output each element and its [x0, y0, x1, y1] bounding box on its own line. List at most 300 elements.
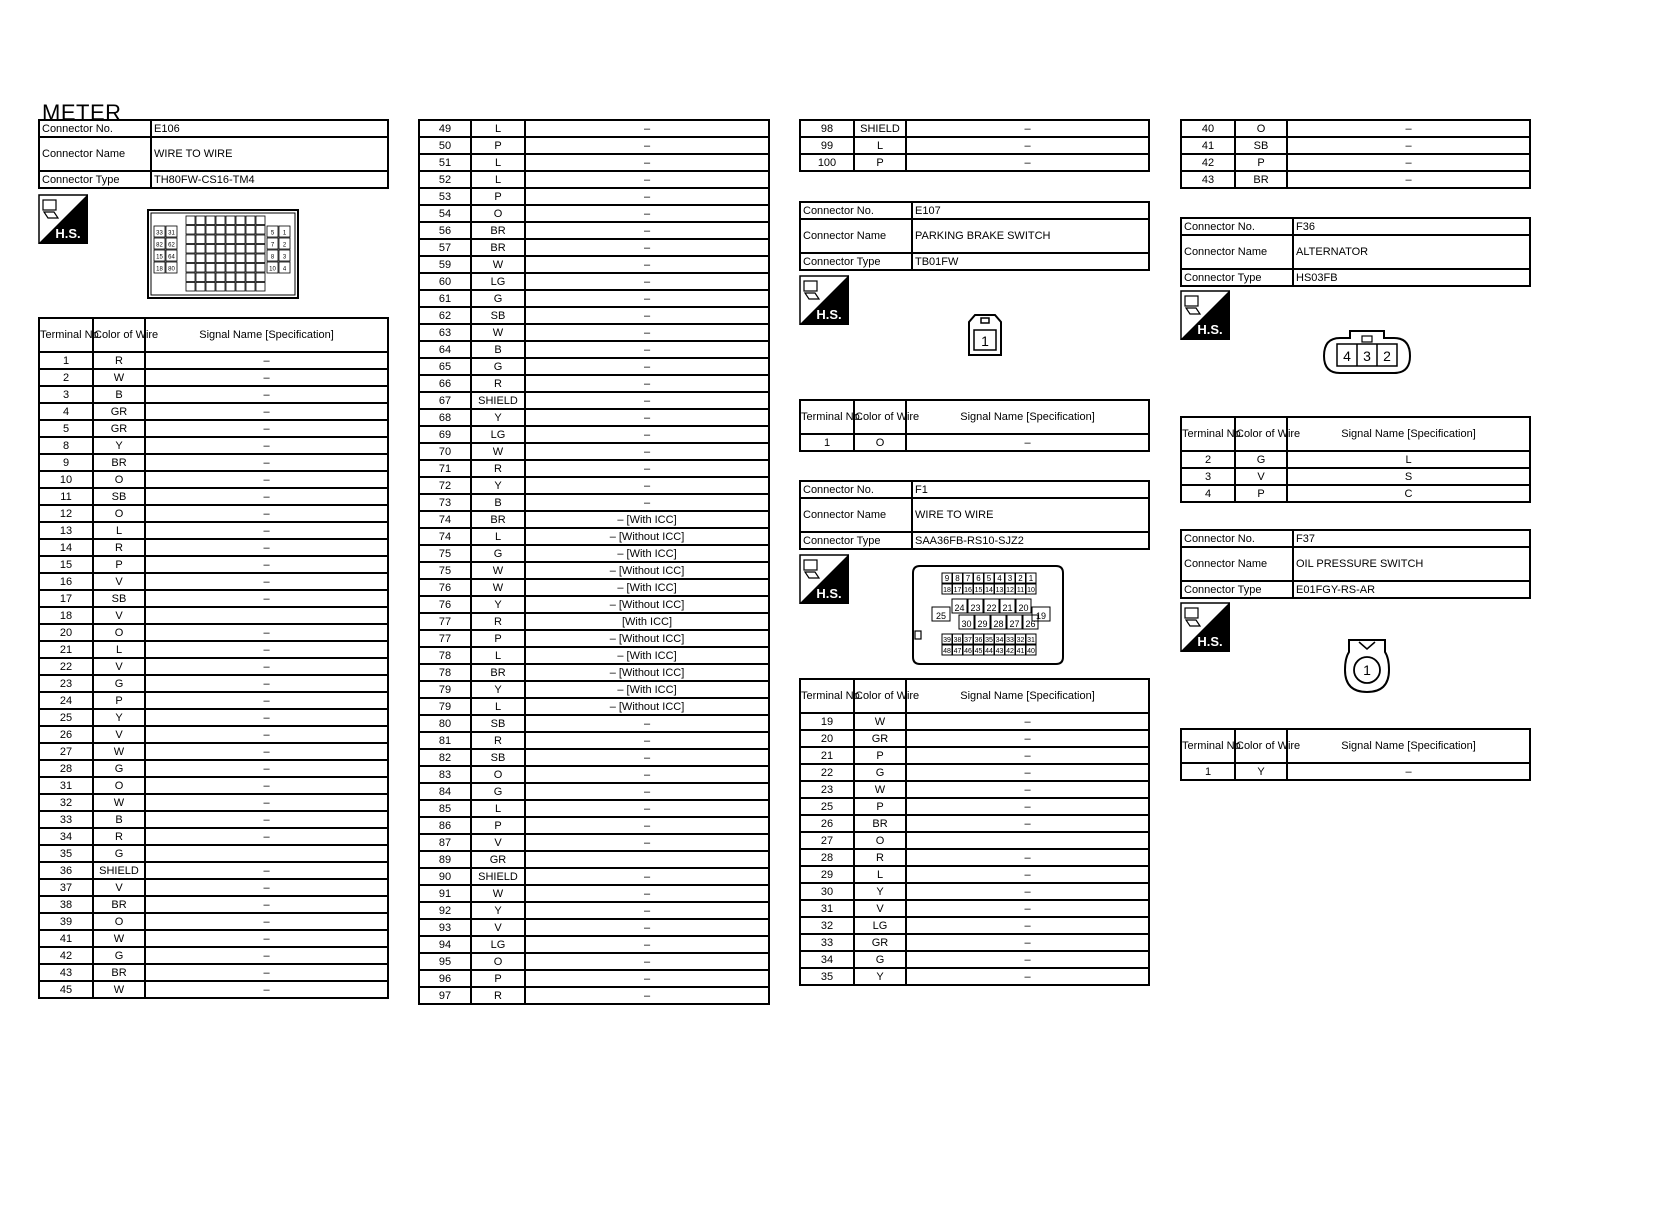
- pin-label: 17: [953, 587, 962, 594]
- color-cell: SB: [93, 488, 145, 505]
- signal-cell: –: [1287, 154, 1530, 171]
- color-cell: P: [1235, 485, 1287, 502]
- color-cell: SB: [471, 715, 525, 732]
- table-row: [39, 879, 388, 896]
- color-cell: Y: [1235, 763, 1287, 780]
- terminal-cell: 30: [800, 883, 854, 900]
- table-row: [800, 951, 1149, 968]
- pin-label: 31: [168, 230, 175, 237]
- color-cell: Y: [471, 477, 525, 494]
- e107-info: [799, 201, 1150, 271]
- table-row: [419, 834, 769, 851]
- table-row: [419, 341, 769, 358]
- terminal-cell: 8: [39, 437, 93, 454]
- pin-label: 64: [168, 254, 175, 261]
- signal-cell: –: [906, 764, 1149, 781]
- signal-cell: –: [906, 849, 1149, 866]
- color-cell: L: [471, 800, 525, 817]
- pin-label: 1: [282, 230, 287, 237]
- terminal-cell: 80: [419, 715, 471, 732]
- pin-label: 28: [993, 619, 1004, 629]
- color-cell: SHIELD: [854, 120, 906, 137]
- connector-type: E01FGY-RS-AR: [1293, 581, 1530, 598]
- color-cell: SB: [471, 749, 525, 766]
- terminal-cell: 25: [800, 798, 854, 815]
- table-row: [39, 709, 388, 726]
- terminal-cell: 91: [419, 885, 471, 902]
- f37-connector-diagram: [1343, 636, 1391, 694]
- signal-cell: –: [145, 369, 388, 386]
- table-row: [39, 607, 388, 624]
- pin-label: 38: [953, 637, 962, 644]
- pin-label: 1: [1028, 574, 1034, 583]
- terminal-cell: 32: [39, 794, 93, 811]
- connector-type: TB01FW: [912, 253, 1149, 270]
- color-cell: L: [471, 528, 525, 545]
- signal-cell: – [Without ICC]: [525, 630, 769, 647]
- table-row: [39, 726, 388, 743]
- color-cell: BR: [93, 454, 145, 471]
- color-cell: O: [93, 777, 145, 794]
- label: Connector Name: [1181, 547, 1293, 581]
- terminal-cell: 96: [419, 970, 471, 987]
- pin-label: 30: [961, 619, 972, 629]
- label: Connector Name: [1181, 235, 1293, 269]
- pin-label: 40: [1027, 648, 1035, 655]
- color-cell: R: [471, 460, 525, 477]
- signal-cell: –: [145, 641, 388, 658]
- terminal-cell: 63: [419, 324, 471, 341]
- pin-label: 32: [1016, 637, 1025, 644]
- color-cell: R: [471, 375, 525, 392]
- signal-cell: [145, 607, 388, 624]
- signal-cell: –: [1287, 120, 1530, 137]
- terminal-cell: 39: [39, 913, 93, 930]
- signal-cell: –: [525, 885, 769, 902]
- color-cell: BR: [1235, 171, 1287, 188]
- terminal-cell: 34: [800, 951, 854, 968]
- header-color: Color of Wire: [854, 679, 906, 713]
- color-cell: W: [471, 579, 525, 596]
- table-row: [419, 256, 769, 273]
- table-row: [1181, 451, 1530, 468]
- table-row: [419, 579, 769, 596]
- color-cell: G: [1235, 451, 1287, 468]
- signal-cell: –: [145, 726, 388, 743]
- terminal-cell: 4: [39, 403, 93, 420]
- color-cell: G: [471, 783, 525, 800]
- signal-cell: –: [906, 798, 1149, 815]
- color-cell: W: [471, 443, 525, 460]
- terminal-cell: 69: [419, 426, 471, 443]
- signal-cell: –: [906, 730, 1149, 747]
- signal-cell: – [With ICC]: [525, 545, 769, 562]
- label: Connector No.: [1181, 530, 1293, 547]
- color-cell: V: [471, 834, 525, 851]
- table-row: [39, 539, 388, 556]
- color-cell: G: [93, 760, 145, 777]
- terminal-cell: 5: [39, 420, 93, 437]
- signal-cell: –: [525, 290, 769, 307]
- terminal-cell: 77: [419, 630, 471, 647]
- signal-cell: [525, 851, 769, 868]
- signal-cell: –: [145, 879, 388, 896]
- table-row: [800, 917, 1149, 934]
- terminal-cell: 36: [39, 862, 93, 879]
- table-row: [39, 624, 388, 641]
- table-row: [419, 817, 769, 834]
- page-title: METER: [42, 100, 122, 125]
- pin-label: 5: [270, 230, 275, 237]
- header-color: Color of Wire: [1235, 729, 1287, 763]
- pin-label: 27: [1009, 619, 1020, 629]
- color-cell: O: [93, 505, 145, 522]
- table-row: [39, 675, 388, 692]
- table-row: [419, 324, 769, 341]
- label: Connector Type: [39, 171, 151, 188]
- terminal-cell: 16: [39, 573, 93, 590]
- color-cell: GR: [471, 851, 525, 868]
- table-row: [419, 358, 769, 375]
- pin-label: 8: [955, 574, 960, 583]
- terminal-cell: 56: [419, 222, 471, 239]
- color-cell: O: [1235, 120, 1287, 137]
- signal-cell: –: [906, 917, 1149, 934]
- table-row: [419, 596, 769, 613]
- terminal-cell: 87: [419, 834, 471, 851]
- header-signal: Signal Name [Specification]: [906, 679, 1149, 713]
- pin-label: 1: [1363, 662, 1371, 678]
- signal-cell: –: [145, 403, 388, 420]
- pin-label: 12: [1006, 587, 1014, 594]
- color-cell: P: [471, 970, 525, 987]
- signal-cell: –: [525, 137, 769, 154]
- signal-cell: –: [525, 919, 769, 936]
- pin-label: 25: [935, 611, 947, 621]
- terminal-cell: 72: [419, 477, 471, 494]
- table-row: [1181, 763, 1530, 780]
- color-cell: O: [854, 832, 906, 849]
- signal-cell: –: [525, 409, 769, 426]
- terminal-cell: 23: [800, 781, 854, 798]
- signal-cell: –: [906, 934, 1149, 951]
- terminal-cell: 76: [419, 596, 471, 613]
- table-row: [39, 369, 388, 386]
- table-row: [419, 630, 769, 647]
- header-terminal: Terminal No.: [1181, 729, 1235, 763]
- connector-name: PARKING BRAKE SWITCH: [912, 219, 1149, 253]
- color-cell: W: [93, 981, 145, 998]
- pin-label: 4: [997, 574, 1002, 583]
- pin-label: 80: [168, 266, 175, 273]
- signal-cell: –: [145, 709, 388, 726]
- pin-label: 10: [269, 266, 276, 273]
- color-cell: SB: [93, 590, 145, 607]
- terminal-cell: 67: [419, 392, 471, 409]
- color-cell: O: [471, 205, 525, 222]
- color-cell: L: [471, 154, 525, 171]
- terminal-cell: 1: [800, 434, 854, 451]
- terminal-cell: 22: [39, 658, 93, 675]
- color-cell: P: [471, 137, 525, 154]
- pin-label: 2: [282, 242, 287, 249]
- signal-cell: – [Without ICC]: [525, 562, 769, 579]
- pin-label: 33: [156, 230, 163, 237]
- signal-cell: – [With ICC]: [525, 681, 769, 698]
- hs-label: H.S.: [816, 307, 842, 322]
- color-cell: O: [93, 471, 145, 488]
- signal-cell: –: [145, 539, 388, 556]
- color-cell: GR: [854, 934, 906, 951]
- color-cell: G: [93, 947, 145, 964]
- terminal-cell: 77: [419, 613, 471, 630]
- pin-label: 21: [1002, 603, 1013, 613]
- signal-cell: –: [525, 987, 769, 1004]
- signal-cell: –: [525, 171, 769, 188]
- table-row: [800, 849, 1149, 866]
- signal-cell: –: [525, 868, 769, 885]
- color-cell: Y: [93, 437, 145, 454]
- color-cell: V: [93, 726, 145, 743]
- terminal-cell: 61: [419, 290, 471, 307]
- terminal-cell: 32: [800, 917, 854, 934]
- terminal-cell: 28: [39, 760, 93, 777]
- table-row: [419, 698, 769, 715]
- table-row: [1181, 154, 1530, 171]
- terminal-cell: 74: [419, 511, 471, 528]
- color-cell: GR: [93, 403, 145, 420]
- terminal-cell: 57: [419, 239, 471, 256]
- connector-name: WIRE TO WIRE: [151, 137, 388, 171]
- table-row: [419, 205, 769, 222]
- color-cell: L: [93, 641, 145, 658]
- signal-cell: –: [525, 205, 769, 222]
- signal-cell: –: [525, 817, 769, 834]
- pin-label: 24: [954, 603, 965, 613]
- table-row: [419, 562, 769, 579]
- table-row: [419, 409, 769, 426]
- table-row: [800, 137, 1149, 154]
- terminal-cell: 43: [1181, 171, 1235, 188]
- color-cell: V: [93, 607, 145, 624]
- terminal-cell: 4: [1181, 485, 1235, 502]
- table-row: [800, 934, 1149, 951]
- header-signal: Signal Name [Specification]: [1287, 417, 1530, 451]
- pin-label: 7: [965, 574, 971, 583]
- table-row: [39, 930, 388, 947]
- pin-label: 5: [986, 574, 992, 583]
- color-cell: P: [854, 154, 906, 171]
- signal-cell: –: [145, 743, 388, 760]
- color-cell: L: [471, 120, 525, 137]
- terminal-cell: 25: [39, 709, 93, 726]
- table-row: [39, 454, 388, 471]
- table-row: [800, 781, 1149, 798]
- terminal-cell: 41: [1181, 137, 1235, 154]
- color-cell: Y: [471, 902, 525, 919]
- terminal-cell: 66: [419, 375, 471, 392]
- color-cell: Y: [471, 409, 525, 426]
- color-cell: W: [471, 324, 525, 341]
- signal-cell: –: [145, 692, 388, 709]
- signal-cell: – [Without ICC]: [525, 664, 769, 681]
- pin-label: 45: [974, 648, 983, 655]
- pin-label: 3: [282, 254, 287, 261]
- f1-connector-diagram: [910, 563, 1066, 667]
- terminal-cell: 93: [419, 919, 471, 936]
- pin-label: 15: [974, 587, 983, 594]
- signal-cell: –: [145, 352, 388, 369]
- color-cell: BR: [93, 896, 145, 913]
- signal-cell: –: [145, 896, 388, 913]
- signal-cell: –: [145, 437, 388, 454]
- header-terminal: Terminal No.: [800, 679, 854, 713]
- pin-label: 48: [943, 648, 951, 655]
- color-cell: L: [854, 137, 906, 154]
- table-row: [419, 460, 769, 477]
- signal-cell: –: [525, 239, 769, 256]
- signal-cell: –: [145, 828, 388, 845]
- pin-label: 39: [943, 637, 951, 644]
- table-row: [419, 970, 769, 987]
- terminal-cell: 35: [39, 845, 93, 862]
- color-cell: G: [471, 290, 525, 307]
- signal-cell: –: [145, 964, 388, 981]
- signal-cell: –: [525, 443, 769, 460]
- terminal-cell: 31: [800, 900, 854, 917]
- terminal-cell: 15: [39, 556, 93, 573]
- pin-label: 3: [1007, 574, 1013, 583]
- color-cell: SB: [471, 307, 525, 324]
- signal-cell: – [Without ICC]: [525, 596, 769, 613]
- table-row: [419, 902, 769, 919]
- color-cell: P: [471, 630, 525, 647]
- terminal-cell: 20: [800, 730, 854, 747]
- terminal-cell: 49: [419, 120, 471, 137]
- table-row: [39, 964, 388, 981]
- terminal-cell: 29: [800, 866, 854, 883]
- signal-cell: –: [525, 494, 769, 511]
- color-cell: SB: [1235, 137, 1287, 154]
- terminal-cell: 1: [1181, 763, 1235, 780]
- table-row: [419, 137, 769, 154]
- signal-cell: –: [1287, 137, 1530, 154]
- terminal-cell: 97: [419, 987, 471, 1004]
- signal-cell: –: [525, 936, 769, 953]
- table-row: [39, 471, 388, 488]
- color-cell: R: [471, 732, 525, 749]
- terminal-cell: 14: [39, 539, 93, 556]
- signal-cell: –: [525, 477, 769, 494]
- hs-label: H.S.: [1197, 634, 1223, 649]
- signal-cell: –: [525, 375, 769, 392]
- signal-cell: [With ICC]: [525, 613, 769, 630]
- pin-label: 43: [995, 648, 1004, 655]
- table-row: [419, 783, 769, 800]
- signal-cell: –: [525, 766, 769, 783]
- connector-name: ALTERNATOR: [1293, 235, 1530, 269]
- terminal-cell: 75: [419, 545, 471, 562]
- terminal-cell: 74: [419, 528, 471, 545]
- table-row: [39, 352, 388, 369]
- signal-cell: –: [525, 307, 769, 324]
- table-row: [800, 730, 1149, 747]
- color-cell: L: [93, 522, 145, 539]
- table-row: [419, 647, 769, 664]
- color-cell: O: [471, 953, 525, 970]
- color-cell: LG: [471, 273, 525, 290]
- color-cell: B: [471, 494, 525, 511]
- color-cell: BR: [471, 222, 525, 239]
- color-cell: GR: [854, 730, 906, 747]
- table-row: [419, 953, 769, 970]
- signal-cell: – [Without ICC]: [525, 528, 769, 545]
- label: Connector No.: [39, 120, 151, 137]
- color-cell: W: [471, 256, 525, 273]
- color-cell: P: [93, 692, 145, 709]
- color-cell: O: [471, 766, 525, 783]
- pin-label: 44: [985, 648, 993, 655]
- signal-cell: –: [145, 930, 388, 947]
- signal-cell: –: [1287, 763, 1530, 780]
- terminal-cell: 79: [419, 698, 471, 715]
- signal-cell: –: [145, 386, 388, 403]
- signal-cell: –: [525, 120, 769, 137]
- signal-cell: –: [145, 760, 388, 777]
- hs-label: H.S.: [1197, 322, 1223, 337]
- harness-side-icon: [799, 554, 849, 604]
- harness-side-icon: [799, 275, 849, 325]
- terminal-cell: 89: [419, 851, 471, 868]
- signal-cell: –: [525, 902, 769, 919]
- table-row: [800, 764, 1149, 781]
- color-cell: P: [1235, 154, 1287, 171]
- signal-cell: –: [145, 624, 388, 641]
- color-cell: R: [471, 613, 525, 630]
- color-cell: L: [471, 171, 525, 188]
- table-row: [419, 239, 769, 256]
- terminal-cell: 73: [419, 494, 471, 511]
- pin-label: 37: [964, 637, 972, 644]
- table-row: [39, 760, 388, 777]
- table-row: [39, 403, 388, 420]
- table-row: [419, 171, 769, 188]
- color-cell: G: [854, 951, 906, 968]
- table-row: [1181, 468, 1530, 485]
- color-cell: G: [93, 845, 145, 862]
- terminal-cell: 3: [39, 386, 93, 403]
- signal-cell: –: [145, 454, 388, 471]
- signal-cell: –: [906, 154, 1149, 171]
- f1-terminal-table-continued: [1180, 119, 1531, 189]
- table-row: [419, 290, 769, 307]
- terminal-cell: 20: [39, 624, 93, 641]
- signal-cell: –: [906, 137, 1149, 154]
- color-cell: GR: [93, 420, 145, 437]
- label: Connector Type: [1181, 581, 1293, 598]
- table-row: [419, 443, 769, 460]
- signal-cell: –: [1287, 171, 1530, 188]
- pin-label: 36: [974, 637, 983, 644]
- header-terminal: Terminal No.: [1181, 417, 1235, 451]
- table-row: [800, 815, 1149, 832]
- label: Connector Type: [800, 532, 912, 549]
- pin-label: 47: [953, 648, 962, 655]
- signal-cell: C: [1287, 485, 1530, 502]
- terminal-cell: 26: [39, 726, 93, 743]
- table-row: [39, 573, 388, 590]
- e106-info: [38, 119, 389, 189]
